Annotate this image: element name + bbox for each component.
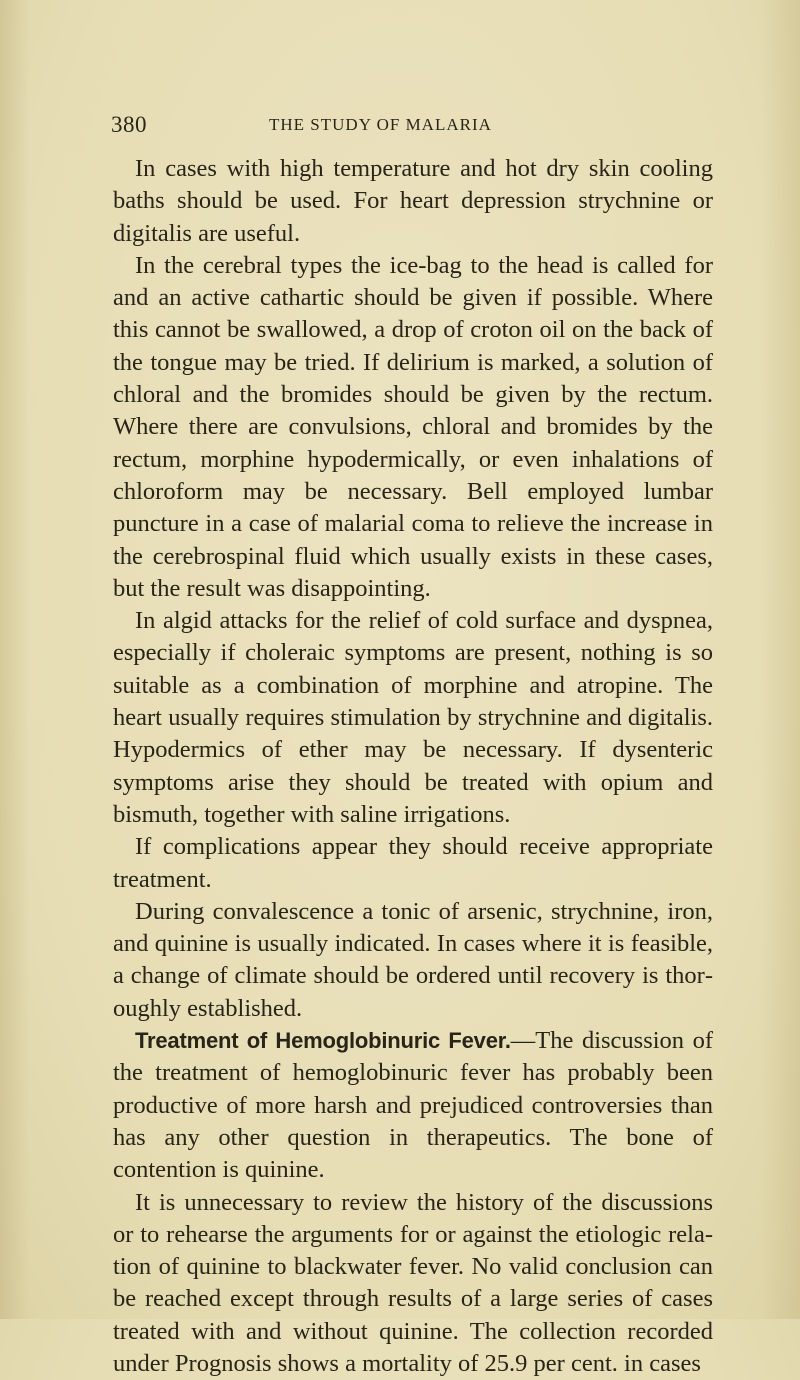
running-title: THE STUDY OF MALARIA (269, 115, 492, 135)
paragraph (113, 153, 713, 250)
paragraph-text: In cases with high temperature and hot dry skin cooling baths should be used. For heart depression strychnine or digitalis are useful. (113, 155, 713, 247)
paragraph-text: During convalescence a tonic of arsenic, strychnine, iron, and quinine is usually indicated. In cases where it is feasible, a change of climate should be ordered until recovery is thoroughly established. (113, 898, 713, 1022)
paragraph-text: In algid attacks for the relief of cold surface and dyspnea, especially if choleraic symptoms are present, nothing is so suitable as a combination of morphine and atropine. The heart usually requires stimulation by strychnine and digitalis. Hypodermics of ether may be necessary. If dysenteric symptoms arise they should be treated with opium and bismuth, together with saline irrigations. (113, 607, 713, 828)
paragraph-text: —The discussion of the treatment of hemoglobinuric fever has probably been productive of more harsh and prejudiced controversies than has any other question in therapeutics. The bone of contention is quinine. (113, 1027, 713, 1183)
paragraph-text: In the cerebral types the ice-bag to the head is called for and an active cathartic should be given if possible. Where this cannot be swallowed, a drop of croton oil on the back of the tongue may be tried. If delirium is marked, a solution of chloral and the bromides should be given by the rectum. Where there are convulsions, chloral and bromides by the rectum, morphine hypodermically, or even inhalations of chloroform may be necessary. Bell employed lumbar puncture in a case of malarial coma to relieve the increase in the cerebrospinal fluid which usually exists in these cases, but the result was disappointing. (113, 252, 713, 602)
paragraph-text: It is unnecessary to review the history of the discussions or to rehearse the arguments for or against the etiologic relation of quinine to blackwater fever. No valid conclusion can be reached except through results of a large series of cases treated with and without quinine. The collection recorded under Prognosis shows a mortality of 25.9 per cent. in cases (113, 1189, 713, 1377)
paragraph (113, 1187, 713, 1380)
page-edge-shadow (760, 0, 800, 1319)
page-number: 380 (111, 112, 147, 138)
paragraph (113, 605, 713, 831)
body-text (113, 153, 713, 1380)
paragraph-text: If complications appear they should receive appropriate treatment. (113, 833, 713, 892)
page-gutter-shadow (0, 0, 30, 1319)
paragraph (113, 250, 713, 605)
paragraph (113, 1025, 713, 1186)
paragraph (113, 896, 713, 1025)
running-head (113, 112, 713, 142)
paragraph (113, 831, 713, 896)
section-heading: Treatment of Hemoglobinuric Fever. (135, 1028, 511, 1053)
